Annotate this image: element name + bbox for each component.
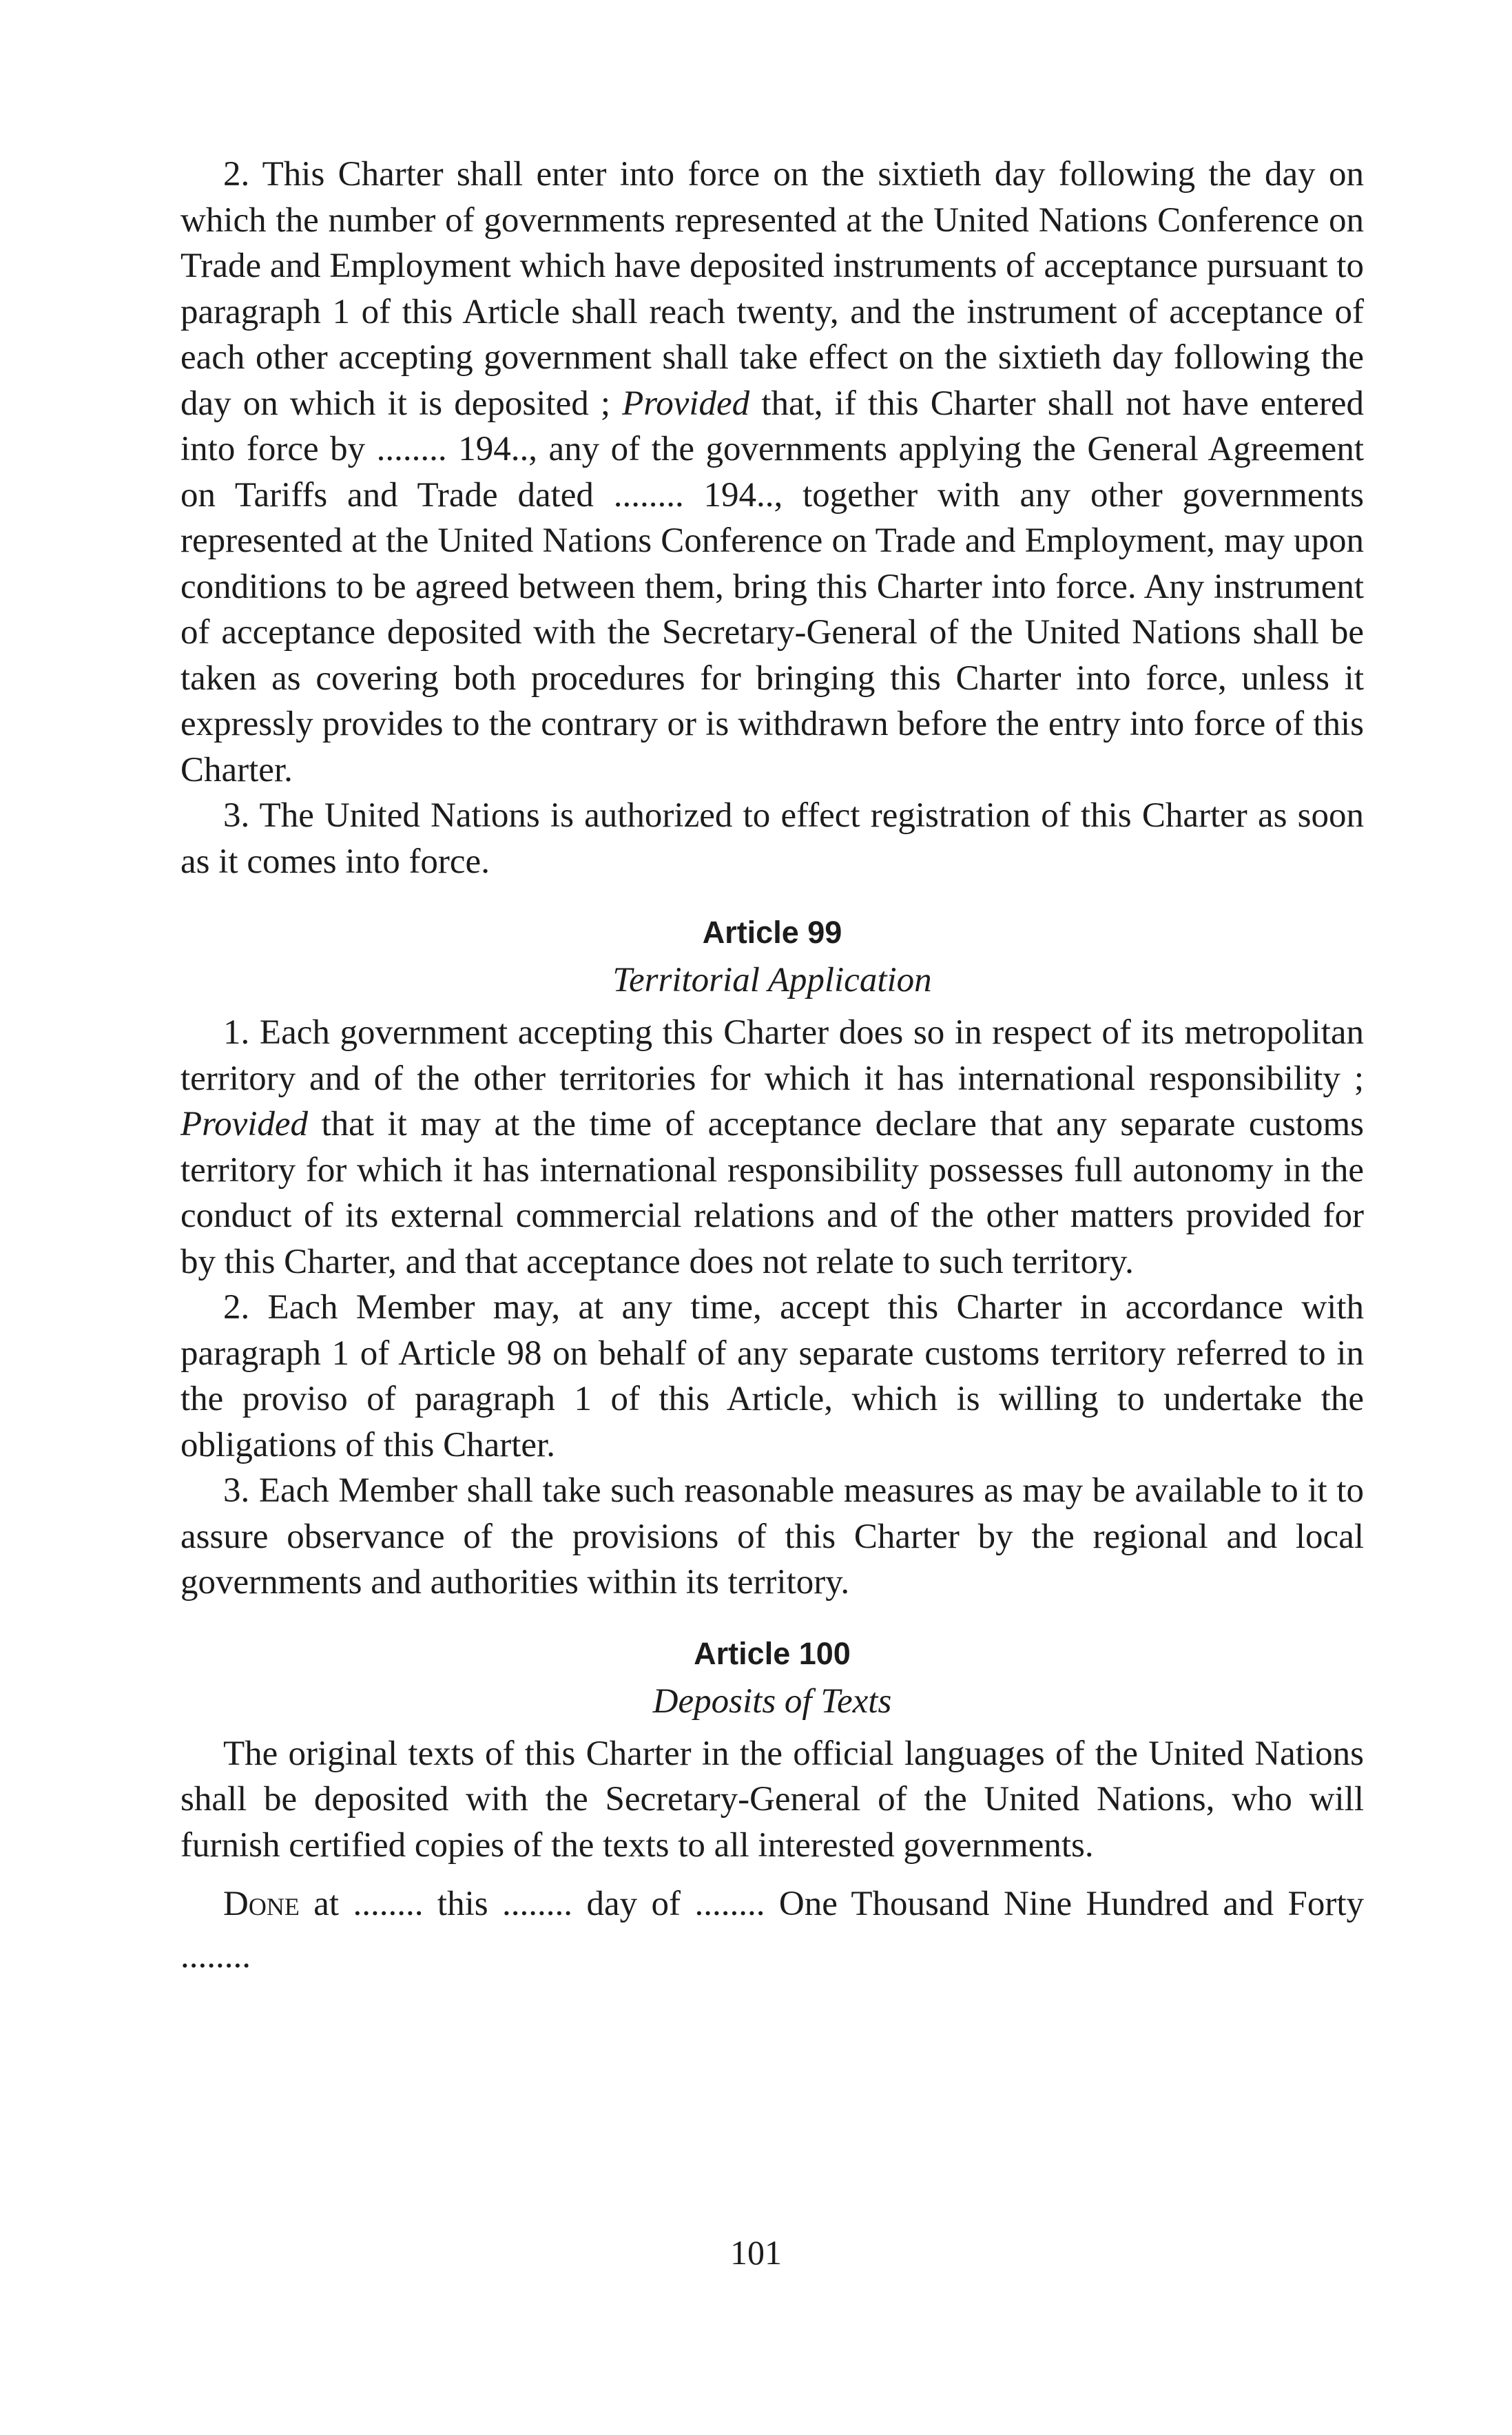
article-title: Article 100	[694, 1635, 851, 1671]
emphasis-provided: Provided	[622, 384, 750, 423]
article-subtitle: Deposits of Texts	[652, 1681, 892, 1721]
article-99-heading	[180, 912, 1364, 1003]
paragraph-text: 1. Each government accepting this Charter does so in respect of its metropolitan territory and of the other territories for which it has international responsibility ;	[180, 1013, 1364, 1098]
paragraph-text: that it may at the time of acceptance declare that any separate customs territory for which it has international responsibility possesses full autonomy in the conduct of its external commercial relations and of the other matters provided for by this Charter, and that acceptance does not relate to such territory.	[180, 1105, 1364, 1281]
paragraph-2-entry-into-force	[180, 152, 1364, 793]
article-99-paragraph-3: 3. Each Member shall take such reasonable measures as may be available to it to assure observance of the provisions of this Charter by the regional and local governments and authorities within its territory.	[180, 1471, 1364, 1602]
paragraph-text: 2. This Charter shall enter into force on the sixtieth day following the day on which the number of governments represented at the United Nations Conference on Trade and Employment which have deposited instruments of acceptance pursuant to paragraph 1 of this Article shall reach twenty, and the instrument of acceptance of each other accepting government shall take effect on the sixtieth day following the day on which it is deposited ;	[180, 155, 1364, 423]
document-page	[180, 152, 1364, 1982]
done-rest: at ........ this ........ day of ........ One Thousand Nine Hundred and Forty ........	[180, 1885, 1364, 1976]
done-word: Done	[223, 1885, 300, 1923]
article-subtitle: Territorial Application	[612, 961, 932, 999]
article-100-paragraph-1: The original texts of this Charter in the official languages of the United Nations shall be deposited with the Secretary-General of the United Nations, who will furnish certified copies of the texts to all interested governments.	[180, 1734, 1364, 1865]
article-99-paragraph-1	[180, 1010, 1364, 1285]
paragraph-3-registration: 3. The United Nations is authorized to effect registration of this Charter as soon as it comes into force.	[180, 796, 1364, 881]
article-100-heading	[180, 1633, 1364, 1724]
page-number: 101	[730, 2233, 782, 2272]
article-title: Article 99	[702, 915, 842, 950]
emphasis-provided: Provided	[180, 1105, 309, 1143]
done-at-clause	[180, 1878, 1364, 1982]
article-99-paragraph-2: 2. Each Member may, at any time, accept this Charter in accordance with paragraph 1 of Article 98 on behalf of any separate customs territory referred to in the proviso of paragraph 1 of this Article, which is willing to undertake the obligations of this Charter.	[180, 1288, 1364, 1464]
paragraph-text: that, if this Charter shall not have entered into force by ........ 194.., any of the governments applying the General Agreement on Tariffs and Trade dated ........ 194.., together with any other governments represented at the United Nations Conference on Trade and Employment, may upon conditions to be agreed between them, bring this Charter into force. Any instrument of acceptance deposited with the Secretary-General of the United Nations shall be taken as covering both procedures for bringing this Charter into force, unless it expressly provides to the contrary or is withdrawn before the entry into force of this Charter.	[180, 384, 1364, 789]
